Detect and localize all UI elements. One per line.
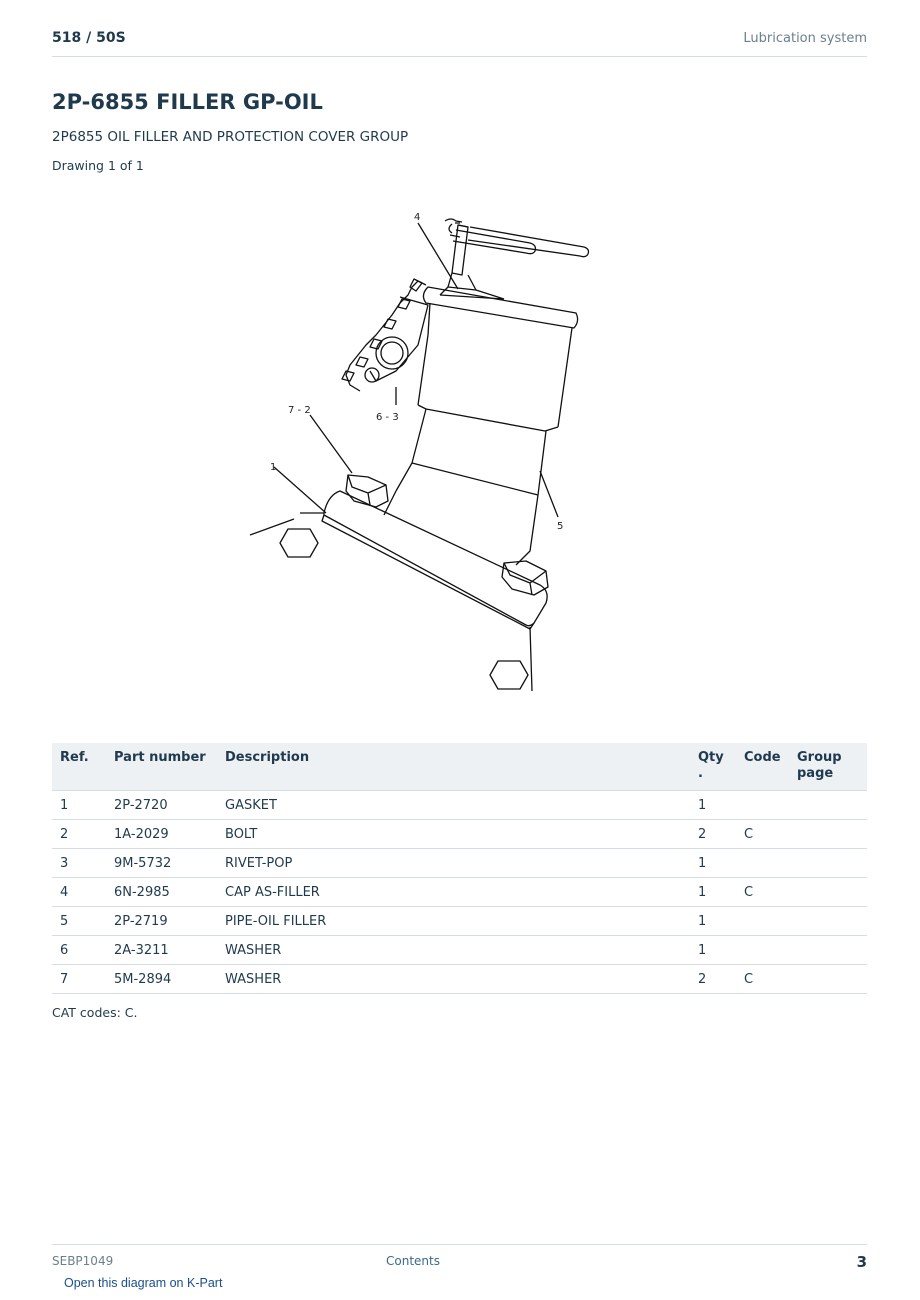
cell-description: BOLT bbox=[217, 820, 690, 849]
table-row bbox=[52, 820, 867, 849]
cell-code bbox=[736, 907, 789, 936]
parts-table bbox=[52, 743, 867, 994]
cell-ref: 3 bbox=[52, 849, 106, 878]
header-qty: Qty . bbox=[690, 743, 736, 791]
cell-qty: 2 bbox=[690, 820, 736, 849]
table-header-row bbox=[52, 743, 867, 791]
cell-qty: 1 bbox=[690, 936, 736, 965]
cell-ref: 5 bbox=[52, 907, 106, 936]
table-row bbox=[52, 849, 867, 878]
cell-group-page bbox=[789, 849, 867, 878]
page-title: 2P-6855 FILLER GP-OIL bbox=[52, 90, 323, 114]
cell-description: RIVET-POP bbox=[217, 849, 690, 878]
table-row bbox=[52, 791, 867, 820]
cell-group-page bbox=[789, 965, 867, 994]
cell-qty: 1 bbox=[690, 849, 736, 878]
table-row bbox=[52, 878, 867, 907]
cell-description: GASKET bbox=[217, 791, 690, 820]
header-code: Code bbox=[736, 743, 789, 791]
callout-6-3: 6 - 3 bbox=[376, 412, 399, 423]
cell-ref: 6 bbox=[52, 936, 106, 965]
oil-filler-drawing bbox=[200, 195, 720, 705]
page-number: 3 bbox=[856, 1253, 867, 1271]
cell-code bbox=[736, 849, 789, 878]
page-footer bbox=[52, 1244, 867, 1275]
header-description: Description bbox=[217, 743, 690, 791]
drawing-label: Drawing 1 of 1 bbox=[52, 158, 144, 173]
kpart-link[interactable]: Open this diagram on K-Part bbox=[64, 1276, 223, 1290]
cell-part-number: 6N-2985 bbox=[106, 878, 217, 907]
cell-description: WASHER bbox=[217, 965, 690, 994]
cell-ref: 7 bbox=[52, 965, 106, 994]
cell-qty: 1 bbox=[690, 907, 736, 936]
cell-qty: 1 bbox=[690, 878, 736, 907]
cat-codes-note: CAT codes: C. bbox=[52, 1005, 138, 1020]
cell-code: C bbox=[736, 878, 789, 907]
cell-ref: 2 bbox=[52, 820, 106, 849]
cell-ref: 1 bbox=[52, 791, 106, 820]
header-part-number: Part number bbox=[106, 743, 217, 791]
cell-part-number: 2P-2720 bbox=[106, 791, 217, 820]
cell-group-page bbox=[789, 907, 867, 936]
table-row bbox=[52, 965, 867, 994]
section-label: Lubrication system bbox=[743, 31, 867, 46]
cell-group-page bbox=[789, 820, 867, 849]
cell-group-page bbox=[789, 791, 867, 820]
callout-7-2: 7 - 2 bbox=[288, 405, 311, 416]
cell-qty: 2 bbox=[690, 965, 736, 994]
cell-ref: 4 bbox=[52, 878, 106, 907]
cell-code bbox=[736, 936, 789, 965]
cell-qty: 1 bbox=[690, 791, 736, 820]
cell-description: WASHER bbox=[217, 936, 690, 965]
callout-4: 4 bbox=[414, 212, 421, 223]
page-subtitle: 2P6855 OIL FILLER AND PROTECTION COVER GROUP bbox=[52, 129, 409, 145]
cell-code: C bbox=[736, 820, 789, 849]
callout-5: 5 bbox=[557, 521, 564, 532]
header-ref: Ref. bbox=[52, 743, 106, 791]
cell-code: C bbox=[736, 965, 789, 994]
cell-part-number: 2P-2719 bbox=[106, 907, 217, 936]
cell-part-number: 9M-5732 bbox=[106, 849, 217, 878]
cell-part-number: 5M-2894 bbox=[106, 965, 217, 994]
cell-description: PIPE-OIL FILLER bbox=[217, 907, 690, 936]
cell-code bbox=[736, 791, 789, 820]
header-group-page: Group page bbox=[789, 743, 867, 791]
model-label: 518 / 50S bbox=[52, 30, 126, 46]
parts-diagram bbox=[200, 195, 720, 705]
document-number: SEBP1049 bbox=[52, 1254, 114, 1268]
cell-description: CAP AS-FILLER bbox=[217, 878, 690, 907]
table-row bbox=[52, 907, 867, 936]
page-header bbox=[52, 28, 867, 57]
cell-group-page bbox=[789, 878, 867, 907]
cell-part-number: 2A-3211 bbox=[106, 936, 217, 965]
contents-link[interactable]: Contents bbox=[386, 1254, 440, 1268]
table-row bbox=[52, 936, 867, 965]
cell-group-page bbox=[789, 936, 867, 965]
cell-part-number: 1A-2029 bbox=[106, 820, 217, 849]
callout-1: 1 bbox=[270, 462, 277, 473]
